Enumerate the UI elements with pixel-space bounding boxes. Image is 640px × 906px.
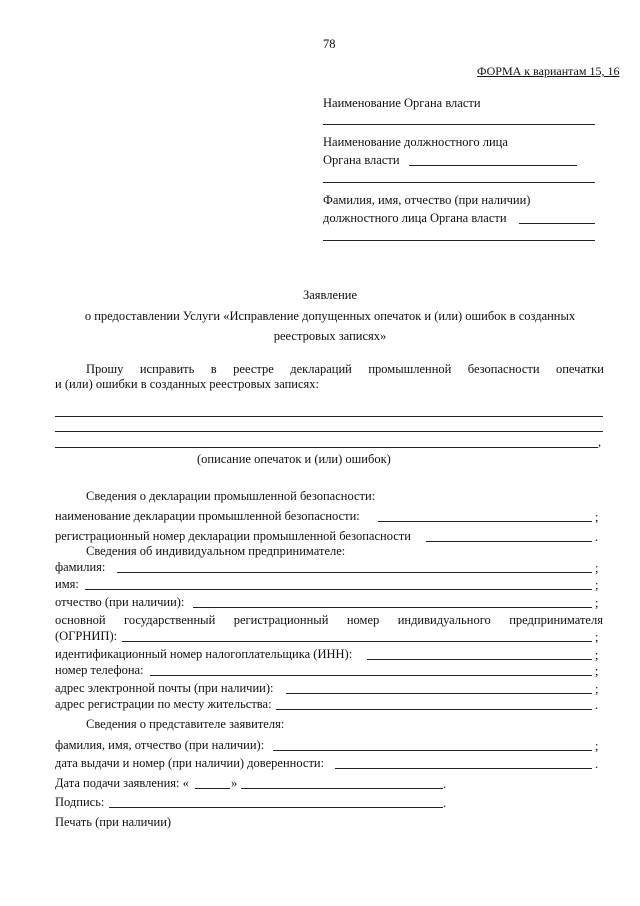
title-line-1: Заявление xyxy=(302,288,357,302)
power-of-attorney-dot: . xyxy=(595,757,599,771)
errors-description-caption: (описание опечаток и (или) ошибок) xyxy=(197,452,391,466)
submission-date-close-quote: » xyxy=(231,776,238,790)
declaration-name-label: наименование декларации промышленной безопасности: xyxy=(55,509,360,523)
official-position-label-2: Органа власти xyxy=(323,153,400,167)
patronymic-field[interactable] xyxy=(193,607,592,608)
phone-label: номер телефона: xyxy=(55,663,144,677)
submission-day-field[interactable] xyxy=(195,788,230,789)
title-line-2: о предоставлении Услуги «Исправление допущенных опечаток и (или) ошибок в созданных xyxy=(84,309,576,323)
request-word: опечатки xyxy=(555,362,604,376)
address-dot: . xyxy=(595,698,599,712)
first-name-semicolon: ; xyxy=(595,578,599,592)
authority-name-field[interactable] xyxy=(323,124,595,125)
ogrnip-word: номер xyxy=(346,613,380,627)
signature-label: Подпись: xyxy=(55,795,105,809)
official-name-field[interactable] xyxy=(519,223,595,224)
address-label: адрес регистрации по месту жительства: xyxy=(55,697,272,711)
request-line-2: и (или) ошибки в созданных реестровых записях: xyxy=(55,377,320,391)
first-name-field[interactable] xyxy=(85,589,592,590)
request-word: промышленной xyxy=(368,362,452,376)
patronymic-semicolon: ; xyxy=(595,596,599,610)
entrepreneur-heading: Сведения об индивидуальном предпринимателе: xyxy=(86,544,346,558)
errors-description-line-3[interactable] xyxy=(55,447,598,448)
request-word: реестре xyxy=(233,362,274,376)
page-number: 78 xyxy=(323,37,336,51)
representative-fio-semicolon: ; xyxy=(595,739,599,753)
request-word: безопасности xyxy=(467,362,540,376)
inn-label: идентификационный номер налогоплательщика (ИНН): xyxy=(55,647,353,661)
representative-heading: Сведения о представителе заявителя: xyxy=(86,717,285,731)
power-of-attorney-field[interactable] xyxy=(335,768,592,769)
inn-field[interactable] xyxy=(367,659,592,660)
declaration-name-field[interactable] xyxy=(378,521,592,522)
signature-dot: . xyxy=(443,796,447,810)
ogrnip-label-line-1 xyxy=(55,614,603,627)
ogrnip-word: основной xyxy=(55,613,106,627)
declaration-name-semicolon: ; xyxy=(595,510,599,524)
first-name-label: имя: xyxy=(55,577,79,591)
inn-semicolon: ; xyxy=(595,648,599,662)
title-line-3: реестровых записях» xyxy=(273,329,387,343)
surname-semicolon: ; xyxy=(595,561,599,575)
phone-semicolon: ; xyxy=(595,664,599,678)
stamp-label: Печать (при наличии) xyxy=(55,815,172,829)
errors-description-line-2[interactable] xyxy=(55,431,603,432)
request-word: деклараций xyxy=(290,362,352,376)
official-name-label-1: Фамилия, имя, отчество (при наличии) xyxy=(323,193,531,207)
request-word: Прошу xyxy=(86,362,124,376)
official-position-label-1: Наименование должностного лица xyxy=(323,135,508,149)
official-position-field-2[interactable] xyxy=(323,182,595,183)
submission-date-dot: . xyxy=(443,777,447,791)
power-of-attorney-label: дата выдачи и номер (при наличии) доверенности: xyxy=(55,756,325,770)
ogrnip-word: индивидуального xyxy=(397,613,491,627)
form-reference: ФОРМА к вариантам 15, 16 xyxy=(477,64,620,78)
official-position-field[interactable] xyxy=(409,165,577,166)
errors-line-comma: , xyxy=(598,435,602,449)
email-label: адрес электронной почты (при наличии): xyxy=(55,681,274,695)
representative-fio-field[interactable] xyxy=(273,750,592,751)
ogrnip-word: регистрационный xyxy=(233,613,329,627)
errors-description-line-1[interactable] xyxy=(55,416,603,417)
ogrnip-word: государственный xyxy=(124,613,216,627)
representative-fio-label: фамилия, имя, отчество (при наличии): xyxy=(55,738,265,752)
declaration-reg-number-label: регистрационный номер декларации промышленной безопасности xyxy=(55,529,411,543)
ogrnip-word: предпринимателя xyxy=(509,613,603,627)
declaration-reg-number-field[interactable] xyxy=(426,541,592,542)
submission-date-label: Дата подачи заявления: « xyxy=(55,776,189,790)
signature-field[interactable] xyxy=(109,807,443,808)
ogrnip-label-line-2: (ОГРНИП): xyxy=(55,629,118,643)
patronymic-label: отчество (при наличии): xyxy=(55,595,185,609)
declaration-reg-number-dot: . xyxy=(595,530,599,544)
request-word: исправить xyxy=(139,362,195,376)
ogrnip-semicolon: ; xyxy=(595,630,599,644)
surname-label: фамилия: xyxy=(55,560,106,574)
ogrnip-field[interactable] xyxy=(122,641,592,642)
authority-name-label: Наименование Органа власти xyxy=(323,96,481,110)
phone-field[interactable] xyxy=(150,675,592,676)
surname-field[interactable] xyxy=(117,572,592,573)
official-name-field-2[interactable] xyxy=(323,240,595,241)
email-semicolon: ; xyxy=(595,682,599,696)
address-field[interactable] xyxy=(276,709,592,710)
request-line-1 xyxy=(86,363,604,376)
official-name-label-2: должностного лица Органа власти xyxy=(323,211,507,225)
submission-month-year-field[interactable] xyxy=(241,788,443,789)
declaration-heading: Сведения о декларации промышленной безопасности: xyxy=(86,489,376,503)
request-word: в xyxy=(210,362,217,376)
email-field[interactable] xyxy=(286,693,592,694)
